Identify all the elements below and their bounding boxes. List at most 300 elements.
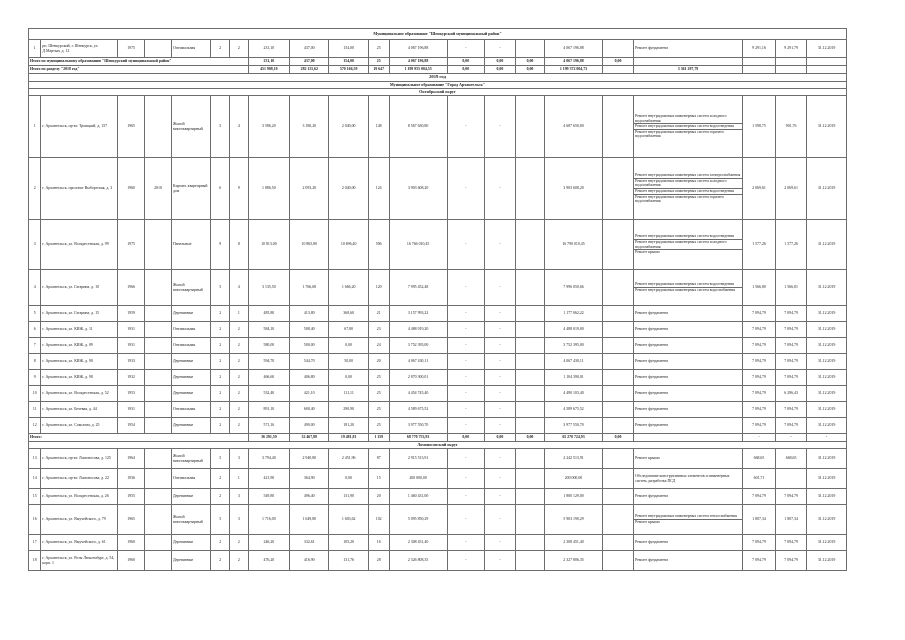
max-cost: 7 094,79: [776, 418, 807, 434]
specific-cost: 7 094,79: [742, 322, 775, 338]
deadline: 31.12.2019: [807, 489, 847, 505]
row-number: 1: [29, 40, 41, 58]
year-built: 1932: [118, 370, 145, 386]
total-area: 231,10: [248, 40, 289, 58]
wall-material: Оптимальная: [171, 338, 210, 354]
fund-other: [603, 418, 634, 434]
total-fund-regional: 0,00: [484, 58, 515, 66]
address-cell: г. Архангельск, ул. КИЖ, д. 11: [41, 322, 118, 338]
max-cost: 7 094,79: [776, 535, 807, 551]
repair-works-list: [634, 114, 742, 139]
living-area: 508,40: [290, 322, 329, 338]
floors: 2: [211, 322, 230, 338]
wall-material: Жилой многоквартирный: [171, 449, 210, 469]
fund-local: [515, 551, 544, 571]
repair-works: [634, 505, 743, 535]
row-number: 1: [29, 96, 41, 158]
specific-cost: 2 069,61: [742, 158, 775, 220]
max-cost: 7 094,79: [776, 322, 807, 338]
row-number: 6: [29, 322, 41, 338]
entrances: 4: [230, 96, 249, 158]
fund-regional: -: [484, 402, 515, 418]
max-cost: 1 577,26: [776, 220, 807, 270]
total-extra: [634, 58, 743, 66]
year-built: 1964: [118, 449, 145, 469]
district-total-row: [29, 434, 847, 442]
fund-federal: -: [447, 489, 484, 505]
fund-federal: -: [447, 338, 484, 354]
owned-area: 1 603,62: [329, 505, 368, 535]
year-renovated: [145, 220, 172, 270]
total-area: 231,10: [248, 58, 289, 66]
total-cost: 1 199 955 004,55: [389, 66, 447, 74]
repair-work: Ремонт фундамента: [634, 354, 743, 370]
total-extra: 3 361 297,79: [634, 66, 743, 74]
residents: 124: [368, 158, 389, 220]
fund-local: [515, 306, 544, 322]
fund-local: [515, 96, 544, 158]
repair-work: Ремонт фундамента: [634, 40, 743, 58]
address-cell: г. Архангельск, пр-кт. Троицкий, д. 157: [41, 96, 118, 158]
total-extra: [634, 434, 743, 442]
floors: 2: [211, 338, 230, 354]
entrances: 2: [230, 370, 249, 386]
entrances: 2: [230, 551, 249, 571]
fund-regional: -: [484, 220, 515, 270]
repair-works: [634, 535, 743, 551]
owned-area: 10 696,40: [329, 220, 368, 270]
year-renovated: [145, 370, 172, 386]
fund-other: [603, 220, 634, 270]
repair-work-item: Ремонт внутридомовых инженерных систем водоотведения: [634, 123, 742, 129]
total-area: 532,40: [248, 386, 289, 402]
deadline: 31.12.2019: [807, 158, 847, 220]
total-dash: [807, 58, 847, 66]
total-fund-federal: 0,00: [447, 58, 484, 66]
fund-federal: -: [447, 370, 484, 386]
repair-works: [634, 469, 743, 489]
year-renovated: [145, 402, 172, 418]
fund-other: [603, 96, 634, 158]
total-dash: [776, 66, 807, 74]
total-residents: 19 647: [368, 66, 389, 74]
repair-work-item: Ремонт внутридомовых инженерных систем электроснабжения: [635, 173, 741, 178]
year-built: 1960: [118, 158, 145, 220]
entrances: 2: [230, 40, 249, 58]
total-residents: 1 159: [368, 434, 389, 442]
living-area: 600,40: [290, 402, 329, 418]
year-built: 1975: [118, 40, 145, 58]
total-cost: 3 157 993,22: [389, 306, 447, 322]
year-built: 1955: [118, 489, 145, 505]
repair-works: [634, 489, 743, 505]
residents: 21: [368, 306, 389, 322]
owned-area: 0,00: [329, 370, 368, 386]
max-cost: 2 069,61: [776, 158, 807, 220]
repair-works: [634, 551, 743, 571]
fund-owners: 4 067 196,88: [544, 40, 602, 58]
table-row: [29, 354, 847, 370]
year-built: 1960: [118, 551, 145, 571]
row-number: 7: [29, 338, 41, 354]
row-number: 14: [29, 469, 41, 489]
district-header: Октябрьский округ: [29, 89, 847, 96]
residents: 15: [368, 469, 389, 489]
max-cost: 7 094,79: [776, 551, 807, 571]
fund-local: [515, 469, 544, 489]
municipality-total-row: [29, 58, 847, 66]
repair-work-item: Ремонт внутридомовых инженерных систем горячего водоснабжения: [634, 129, 742, 139]
total-cost: 2 870 300,01: [389, 370, 447, 386]
fund-federal: -: [447, 386, 484, 402]
total-fund-federal: 0,00: [447, 66, 484, 74]
fund-owners: 1 800 129,00: [544, 489, 602, 505]
address-cell: рп. Шенкурский, г. Шенкурск, ул. Д.Мартын, д. 12: [41, 40, 118, 58]
living-area: 490,00: [290, 418, 329, 434]
wall-material: Оптимальная: [171, 402, 210, 418]
residents: 20: [368, 354, 389, 370]
fund-local: [515, 386, 544, 402]
fund-owners: 4 488 019,00: [544, 322, 602, 338]
fund-other: [603, 505, 634, 535]
fund-local: [515, 489, 544, 505]
year-built: 1931: [118, 402, 145, 418]
max-cost: 1 807,34: [776, 505, 807, 535]
fund-regional: -: [484, 40, 515, 58]
fund-other: [603, 338, 634, 354]
entrances: 2: [230, 322, 249, 338]
owned-area: 67,80: [329, 322, 368, 338]
fund-federal: -: [447, 322, 484, 338]
wall-material: Жилой многоквартирный: [171, 96, 210, 158]
year-renovated: [145, 96, 172, 158]
fund-local: [515, 354, 544, 370]
deadline: 31.12.2019: [807, 270, 847, 306]
total-label: Итого по муниципальному образованию "Шенкурский муниципальный район": [29, 58, 249, 66]
table-row: [29, 535, 847, 551]
floors: 2: [211, 418, 230, 434]
stage-total-row: [29, 66, 847, 74]
year-renovated: [145, 40, 172, 58]
deadline: 31.12.2019: [807, 551, 847, 571]
repair-work: Ремонт фундамента: [634, 418, 743, 434]
fund-other: [603, 449, 634, 469]
fund-other: [603, 402, 634, 418]
repair-works-list: [634, 474, 742, 483]
address-cell: г. Архангельск, пр-кт. Ломоносова, д. 125: [41, 449, 118, 469]
deadline: 31.12.2019: [807, 505, 847, 535]
address-cell: г. Архангельск, ул. Выучейского, д. 61: [41, 535, 118, 551]
row-number: 8: [29, 354, 41, 370]
living-area: 3 180,20: [290, 96, 329, 158]
year-renovated: [145, 386, 172, 402]
living-area: 332,61: [290, 535, 329, 551]
address-cell: г. Архангельск, ул. Бечевая, д. 44: [41, 402, 118, 418]
fund-owners: 200 000,00: [544, 469, 602, 489]
fund-regional: -: [484, 354, 515, 370]
repair-work-item: Ремонт крыши: [634, 249, 742, 255]
fund-federal: -: [447, 535, 484, 551]
floors: 2: [211, 402, 230, 418]
total-fund-owners: 4 067 196,88: [544, 58, 602, 66]
year-renovated: [145, 418, 172, 434]
total-living-area: 282 115,62: [290, 66, 329, 74]
fund-other: [603, 270, 634, 306]
total-dash: -: [742, 434, 775, 442]
total-cost: 3 903 608,20: [389, 158, 447, 220]
municipality-header: Муниципальное образование "Шенкурский муниципальный район": [29, 29, 847, 40]
total-living-area: 437,00: [290, 58, 329, 66]
entrances: 9: [230, 158, 249, 220]
fund-local: [515, 40, 544, 58]
wall-material: Панельные: [171, 220, 210, 270]
max-cost: 7 094,79: [776, 402, 807, 418]
owned-area: 50,00: [329, 354, 368, 370]
total-area: 3 794,40: [248, 449, 289, 469]
row-number: 10: [29, 386, 41, 402]
fund-local: [515, 505, 544, 535]
deadline: 31.12.2019: [807, 220, 847, 270]
total-dash: -: [776, 434, 807, 442]
owned-area: 131,76: [329, 551, 368, 571]
fund-local: [515, 158, 544, 220]
living-area: 2 940,80: [290, 449, 329, 469]
fund-owners: 4 067 430,11: [544, 354, 602, 370]
repair-work-item: Ремонт внутридомовых инженерных систем холодного водоснабжения: [634, 178, 742, 188]
fund-owners: 3 752 395,00: [544, 338, 602, 354]
wall-material: Кирпич. квартирный дом: [171, 158, 210, 220]
entrances: 2: [230, 354, 249, 370]
year-renovated: [145, 322, 172, 338]
floors: 2: [211, 306, 230, 322]
fund-regional: -: [484, 306, 515, 322]
total-cost: 4 067 196,88: [389, 58, 447, 66]
repair-work-item: Ремонт внутридомовых инженерных систем горячего водоснабжения: [634, 194, 742, 204]
wall-material: Деревянные: [171, 354, 210, 370]
row-number: 2: [29, 158, 41, 220]
total-owned-area: 154,00: [329, 58, 368, 66]
year-built: 1965: [118, 505, 145, 535]
specific-cost: 601,71: [742, 469, 775, 489]
fund-owners: 4 687 650,00: [544, 96, 602, 158]
owned-area: 360,60: [329, 306, 368, 322]
total-area: 421,90: [248, 469, 289, 489]
max-cost: 1 566,81: [776, 270, 807, 306]
repair-works: [634, 220, 743, 270]
district-header-row: [29, 89, 847, 96]
specific-cost: 668,65: [742, 449, 775, 469]
year-renovated: [145, 489, 172, 505]
fund-owners: 2 308 451,40: [544, 535, 602, 551]
fund-federal: -: [447, 158, 484, 220]
fund-owners: 2 327 806,35: [544, 551, 602, 571]
total-cost: 68 770 753,93: [389, 434, 447, 442]
entrances: 2: [230, 386, 249, 402]
living-area: 10 865,80: [290, 220, 329, 270]
total-area: 580,00: [248, 338, 289, 354]
fund-federal: -: [447, 505, 484, 535]
wall-material: Жилой многоквартирный: [171, 270, 210, 306]
fund-local: [515, 370, 544, 386]
year-renovated: [145, 338, 172, 354]
year-renovated: [145, 551, 172, 571]
fund-local: [515, 449, 544, 469]
living-area: 437,00: [290, 40, 329, 58]
fund-local: [515, 418, 544, 434]
living-area: 421,10: [290, 386, 329, 402]
year-built: 1965: [118, 96, 145, 158]
total-cost: 8 567 630,80: [389, 96, 447, 158]
total-area: 466,60: [248, 370, 289, 386]
fund-federal: -: [447, 306, 484, 322]
total-area: 891,10: [248, 402, 289, 418]
residents: 25: [368, 386, 389, 402]
floors: 2: [211, 551, 230, 571]
row-number: 5: [29, 306, 41, 322]
living-area: 364,90: [290, 469, 329, 489]
fund-regional: -: [484, 551, 515, 571]
total-cost: 4 488 019,20: [389, 322, 447, 338]
owned-area: 105,20: [329, 535, 368, 551]
address-cell: г. Архангельск, ул. Гагарина, д. 15: [41, 306, 118, 322]
year-renovated: [145, 449, 172, 469]
table-row: [29, 418, 847, 434]
total-label: Итого по разделу "2018 год": [29, 66, 249, 74]
floors: 2: [211, 489, 230, 505]
repair-works: [634, 158, 743, 220]
fund-owners: 3 977 550,70: [544, 418, 602, 434]
year-renovated: [145, 354, 172, 370]
owned-area: 290,90: [329, 402, 368, 418]
entrances: 4: [230, 270, 249, 306]
total-area: 1 716,00: [248, 505, 289, 535]
repair-work-item: Ремонт внутридомовых инженерных систем теплоснабжения: [635, 514, 737, 519]
deadline: 31.12.2019: [807, 40, 847, 58]
repair-works: [634, 96, 743, 158]
owned-area: 111,11: [329, 386, 368, 402]
row-number: 18: [29, 551, 41, 571]
living-area: 544,70: [290, 354, 329, 370]
total-area: 485,80: [248, 306, 289, 322]
document-sheet: [28, 28, 847, 571]
fund-owners: 16 790 010,45: [544, 220, 602, 270]
total-area: 3 135,50: [248, 270, 289, 306]
fund-local: [515, 270, 544, 306]
fund-federal: -: [447, 354, 484, 370]
address-cell: г. Архангельск, ул. Соколова, д. 25: [41, 418, 118, 434]
fund-local: [515, 322, 544, 338]
fund-other: [603, 489, 634, 505]
fund-other: [603, 40, 634, 58]
fund-local: [515, 338, 544, 354]
total-cost: 3 752 395,00: [389, 338, 447, 354]
deadline: 31.12.2019: [807, 370, 847, 386]
table-row: [29, 489, 847, 505]
year-built: 1936: [118, 469, 145, 489]
fund-other: [603, 354, 634, 370]
residents: 25: [368, 370, 389, 386]
specific-cost: 9 291,16: [742, 40, 775, 58]
fund-regional: -: [484, 338, 515, 354]
total-cost: 4 454 745,40: [389, 386, 447, 402]
total-fund-regional: 0,00: [484, 66, 515, 74]
fund-owners: 2 242 513,91: [544, 449, 602, 469]
repair-work-item: Ремонт фундамента: [635, 558, 668, 563]
repair-work-item: Ремонт фундамента: [635, 540, 668, 545]
total-fund-other: [603, 66, 634, 74]
deadline: 31.12.2019: [807, 354, 847, 370]
residents: 16: [368, 535, 389, 551]
repair-works: [634, 270, 743, 306]
living-area: 1 649,80: [290, 505, 329, 535]
entrances: 2: [230, 535, 249, 551]
repair-works-list: [634, 558, 742, 563]
total-fund-local: 0,00: [515, 434, 544, 442]
repair-work-item: Ремонт фундамента: [635, 494, 668, 499]
fund-federal: -: [447, 418, 484, 434]
year-renovated: [145, 270, 172, 306]
fund-federal: -: [447, 96, 484, 158]
deadline: 31.12.2019: [807, 386, 847, 402]
repair-works-list: [634, 234, 742, 254]
row-number: 16: [29, 505, 41, 535]
fund-owners: 3 903 608,20: [544, 158, 602, 220]
fund-federal: -: [447, 469, 484, 489]
residents: 506: [368, 220, 389, 270]
municipality-header: Муниципальное образование "Город Архангельск": [29, 82, 847, 89]
total-area: 549,80: [248, 489, 289, 505]
total-area: 36 291,59: [248, 434, 289, 442]
residents: 25: [368, 402, 389, 418]
specific-cost: 1 807,34: [742, 505, 775, 535]
specific-cost: 7 094,79: [742, 306, 775, 322]
row-number: 3: [29, 220, 41, 270]
owned-area: 0,00: [329, 469, 368, 489]
year-renovated: [145, 469, 172, 489]
floors: 2: [211, 354, 230, 370]
max-cost: 7 094,79: [776, 338, 807, 354]
floors: 5: [211, 270, 230, 306]
total-cost: 16 766 010,45: [389, 220, 447, 270]
wall-material: Деревянные: [171, 418, 210, 434]
address-cell: г. Архангельск, ул. Воскресенская, д. 99: [41, 220, 118, 270]
entrances: 2: [230, 418, 249, 434]
fund-other: [603, 551, 634, 571]
floors: 2: [211, 370, 230, 386]
max-cost: [776, 469, 807, 489]
residents: 87: [368, 449, 389, 469]
deadline: 31.12.2019: [807, 306, 847, 322]
year-built: 1933: [118, 354, 145, 370]
fund-regional: -: [484, 158, 515, 220]
fund-other: [603, 322, 634, 338]
table-row: [29, 551, 847, 571]
total-cost: 3 977 550,70: [389, 418, 447, 434]
table-row: [29, 40, 847, 58]
repair-work-item: Обследование конструктивных элементов и инженерных систем, разработка ПСД: [635, 473, 730, 483]
max-cost: 7 094,79: [776, 354, 807, 370]
table-row: [29, 270, 847, 306]
fund-owners: 1 177 062,22: [544, 306, 602, 322]
specific-cost: 7 094,79: [742, 418, 775, 434]
wall-material: Деревянные: [171, 551, 210, 571]
fund-owners: 7 996 050,66: [544, 270, 602, 306]
total-area: 571,16: [248, 418, 289, 434]
repair-work: Ремонт фундамента: [634, 322, 743, 338]
table-row: [29, 402, 847, 418]
repair-work: Ремонт фундамента: [634, 338, 743, 354]
deadline: 31.12.2019: [807, 322, 847, 338]
